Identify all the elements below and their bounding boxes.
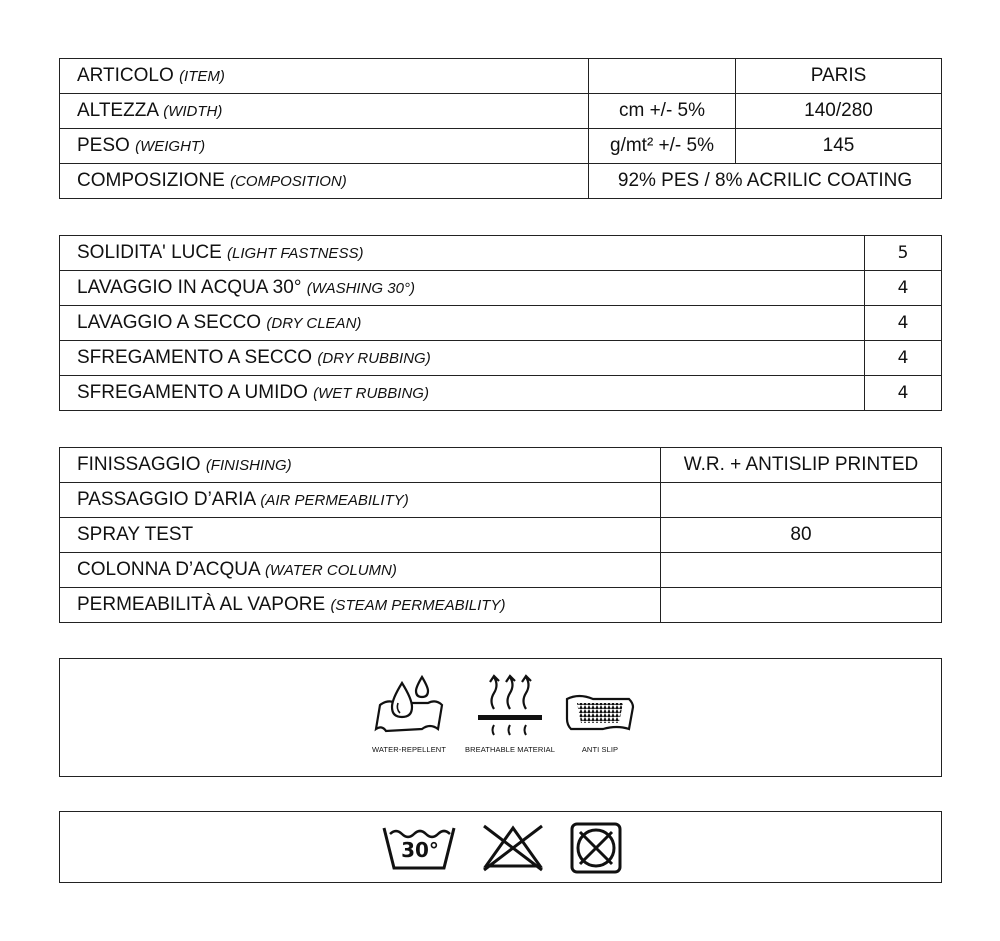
finishing-value	[661, 588, 942, 623]
table-row	[60, 94, 942, 129]
finishing-value: W.R. + ANTISLIP PRINTED	[661, 448, 942, 483]
wash-temperature: 30°	[401, 838, 439, 862]
table-row	[60, 59, 942, 94]
feature-water-repellent	[364, 673, 454, 754]
feature-label: BREATHABLE MATERIAL	[465, 745, 555, 754]
table-row	[60, 518, 942, 553]
table-row	[60, 164, 942, 199]
anti-slip-icon	[563, 673, 637, 739]
fastness-label: SOLIDITA' LUCE (LIGHT FASTNESS)	[60, 236, 865, 271]
spec-unit	[589, 59, 736, 94]
feature-label: WATER-REPELLENT	[371, 745, 446, 754]
table-row	[60, 483, 942, 518]
fastness-label: LAVAGGIO IN ACQUA 30° (WASHING 30°)	[60, 271, 865, 306]
fastness-label: LAVAGGIO A SECCO (DRY CLEAN)	[60, 306, 865, 341]
feature-anti-slip	[560, 673, 640, 754]
spec-label: COMPOSIZIONE (COMPOSITION)	[60, 164, 589, 199]
finishing-table	[59, 447, 942, 623]
table-row	[60, 236, 942, 271]
table-row	[60, 306, 942, 341]
do-not-tumble-dry-icon	[570, 822, 622, 874]
water-repellent-icon	[372, 673, 446, 739]
feature-breathable-material	[455, 673, 565, 754]
breathable-material-icon	[476, 673, 544, 739]
finishing-label: PASSAGGIO D’ARIA (AIR PERMEABILITY)	[60, 483, 661, 518]
spec-value: 145	[736, 129, 942, 164]
spec-label: PESO (WEIGHT)	[60, 129, 589, 164]
spec-label: ARTICOLO (ITEM)	[60, 59, 589, 94]
feature-label: ANTI SLIP	[581, 745, 619, 754]
finishing-label: SPRAY TEST	[60, 518, 661, 553]
spec-unit: g/mt² +/- 5%	[589, 129, 736, 164]
fastness-value: 4	[865, 376, 942, 411]
spec-label: ALTEZZA (WIDTH)	[60, 94, 589, 129]
spec-value: 140/280	[736, 94, 942, 129]
table-row	[60, 271, 942, 306]
spec-value: 92% PES / 8% ACRILIC COATING	[589, 164, 942, 199]
fastness-label: SFREGAMENTO A UMIDO (WET RUBBING)	[60, 376, 865, 411]
table-row	[60, 376, 942, 411]
table-row	[60, 553, 942, 588]
table-row	[60, 341, 942, 376]
finishing-value	[661, 553, 942, 588]
fastness-value: 4	[865, 341, 942, 376]
do-not-bleach-icon	[480, 822, 546, 872]
finishing-value: 80	[661, 518, 942, 553]
finishing-label: PERMEABILITÀ AL VAPORE (STEAM PERMEABILITY)	[60, 588, 661, 623]
spec-unit: cm +/- 5%	[589, 94, 736, 129]
features-panel	[59, 658, 942, 777]
fastness-value: 4	[865, 271, 942, 306]
fastness-value: 5	[865, 236, 942, 271]
table-row	[60, 448, 942, 483]
spec-value: PARIS	[736, 59, 942, 94]
fastness-table	[59, 235, 942, 411]
specs-table	[59, 58, 942, 199]
table-row	[60, 129, 942, 164]
fastness-label: SFREGAMENTO A SECCO (DRY RUBBING)	[60, 341, 865, 376]
finishing-label: COLONNA D’ACQUA (WATER COLUMN)	[60, 553, 661, 588]
care-panel	[59, 811, 942, 883]
table-row	[60, 588, 942, 623]
finishing-label: FINISSAGGIO (FINISHING)	[60, 448, 661, 483]
fastness-value: 4	[865, 306, 942, 341]
finishing-value	[661, 483, 942, 518]
